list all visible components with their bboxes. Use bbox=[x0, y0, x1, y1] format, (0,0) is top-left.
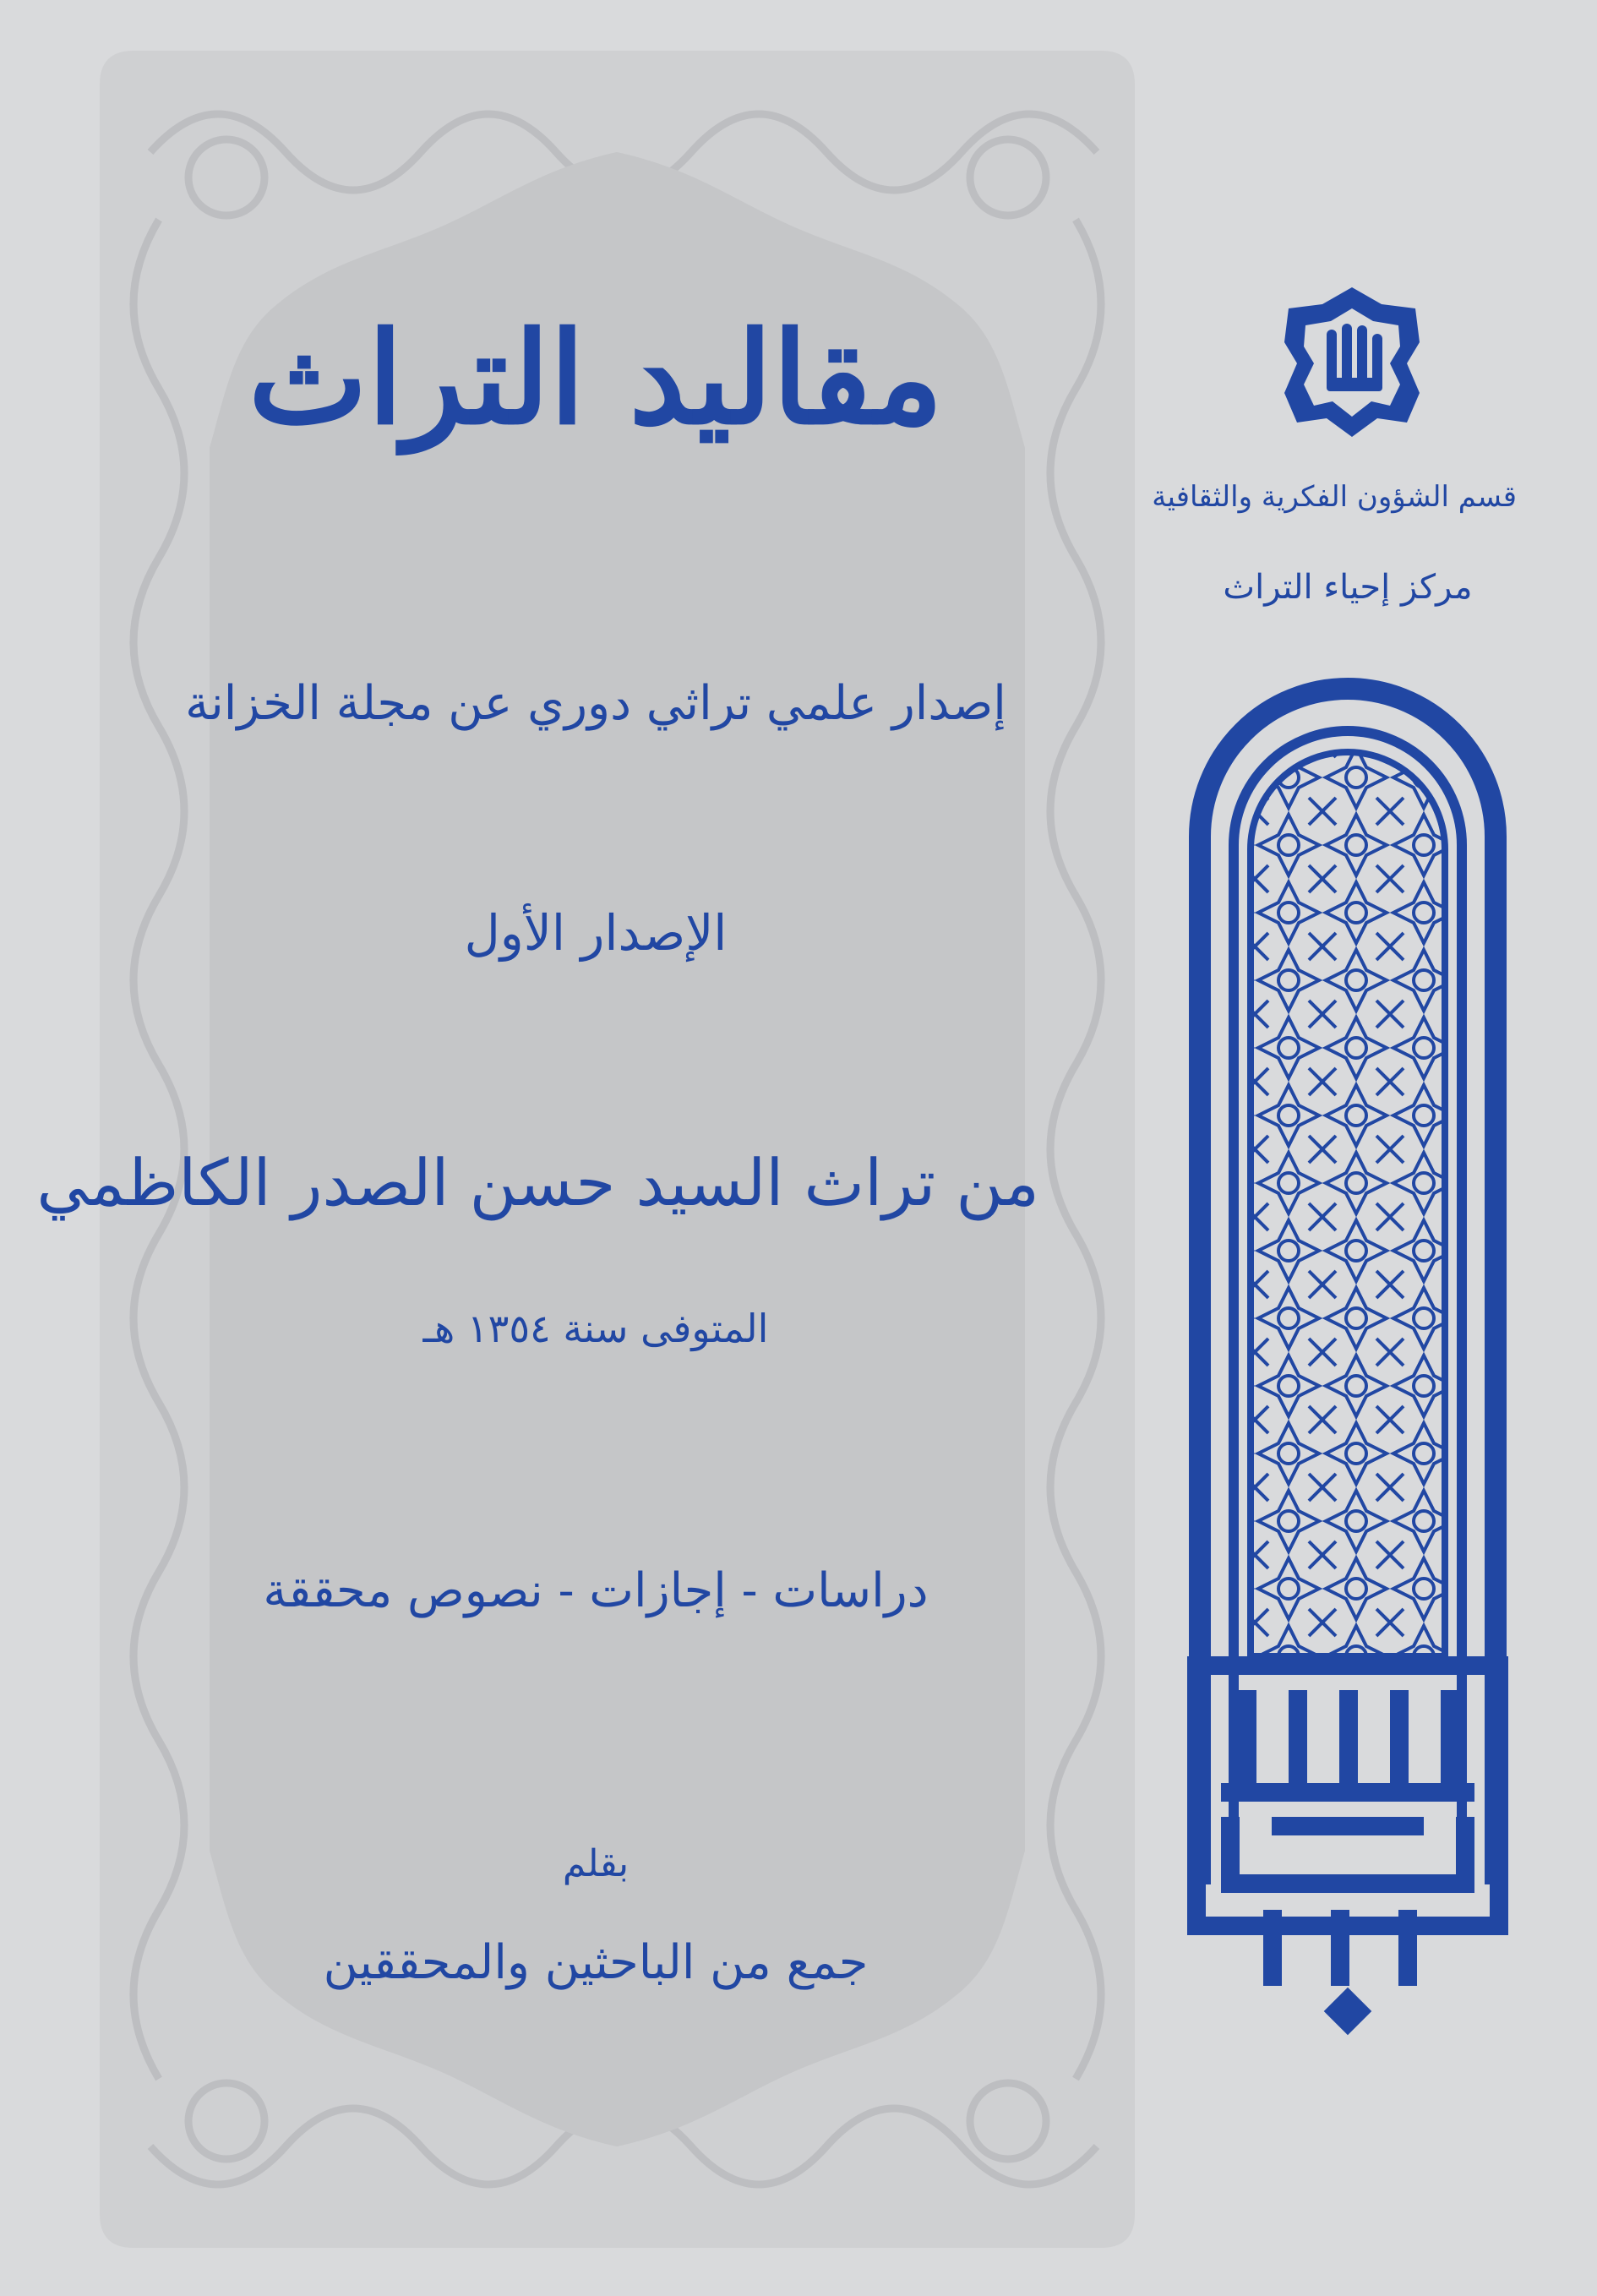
writers-line: جمع من الباحثين والمحققين bbox=[323, 1935, 869, 1990]
contents-line: دراسات - إجازات - نصوص محققة bbox=[263, 1563, 929, 1618]
edition-label: الإصدار الأول bbox=[464, 904, 728, 962]
by-pen-label: بقلم bbox=[562, 1842, 630, 1885]
publisher-center: مركز إحياء التراث bbox=[1223, 568, 1473, 607]
book-subtitle: إصدار علمي تراثي دوري عن مجلة الخزانة bbox=[185, 676, 1006, 731]
book-title: مقاليد التراث bbox=[248, 304, 944, 453]
kufic-calligraphy-icon bbox=[1187, 1656, 1508, 2037]
author-line: من تراث السيد حسن الصدر الكاظمي bbox=[36, 1145, 1039, 1220]
publisher-department: قسم الشؤون الفكرية والثقافية bbox=[1152, 480, 1517, 514]
hand-emblem-icon bbox=[1280, 283, 1424, 439]
death-date: المتوفى سنة ١٣٥٤ هـ bbox=[422, 1306, 769, 1351]
